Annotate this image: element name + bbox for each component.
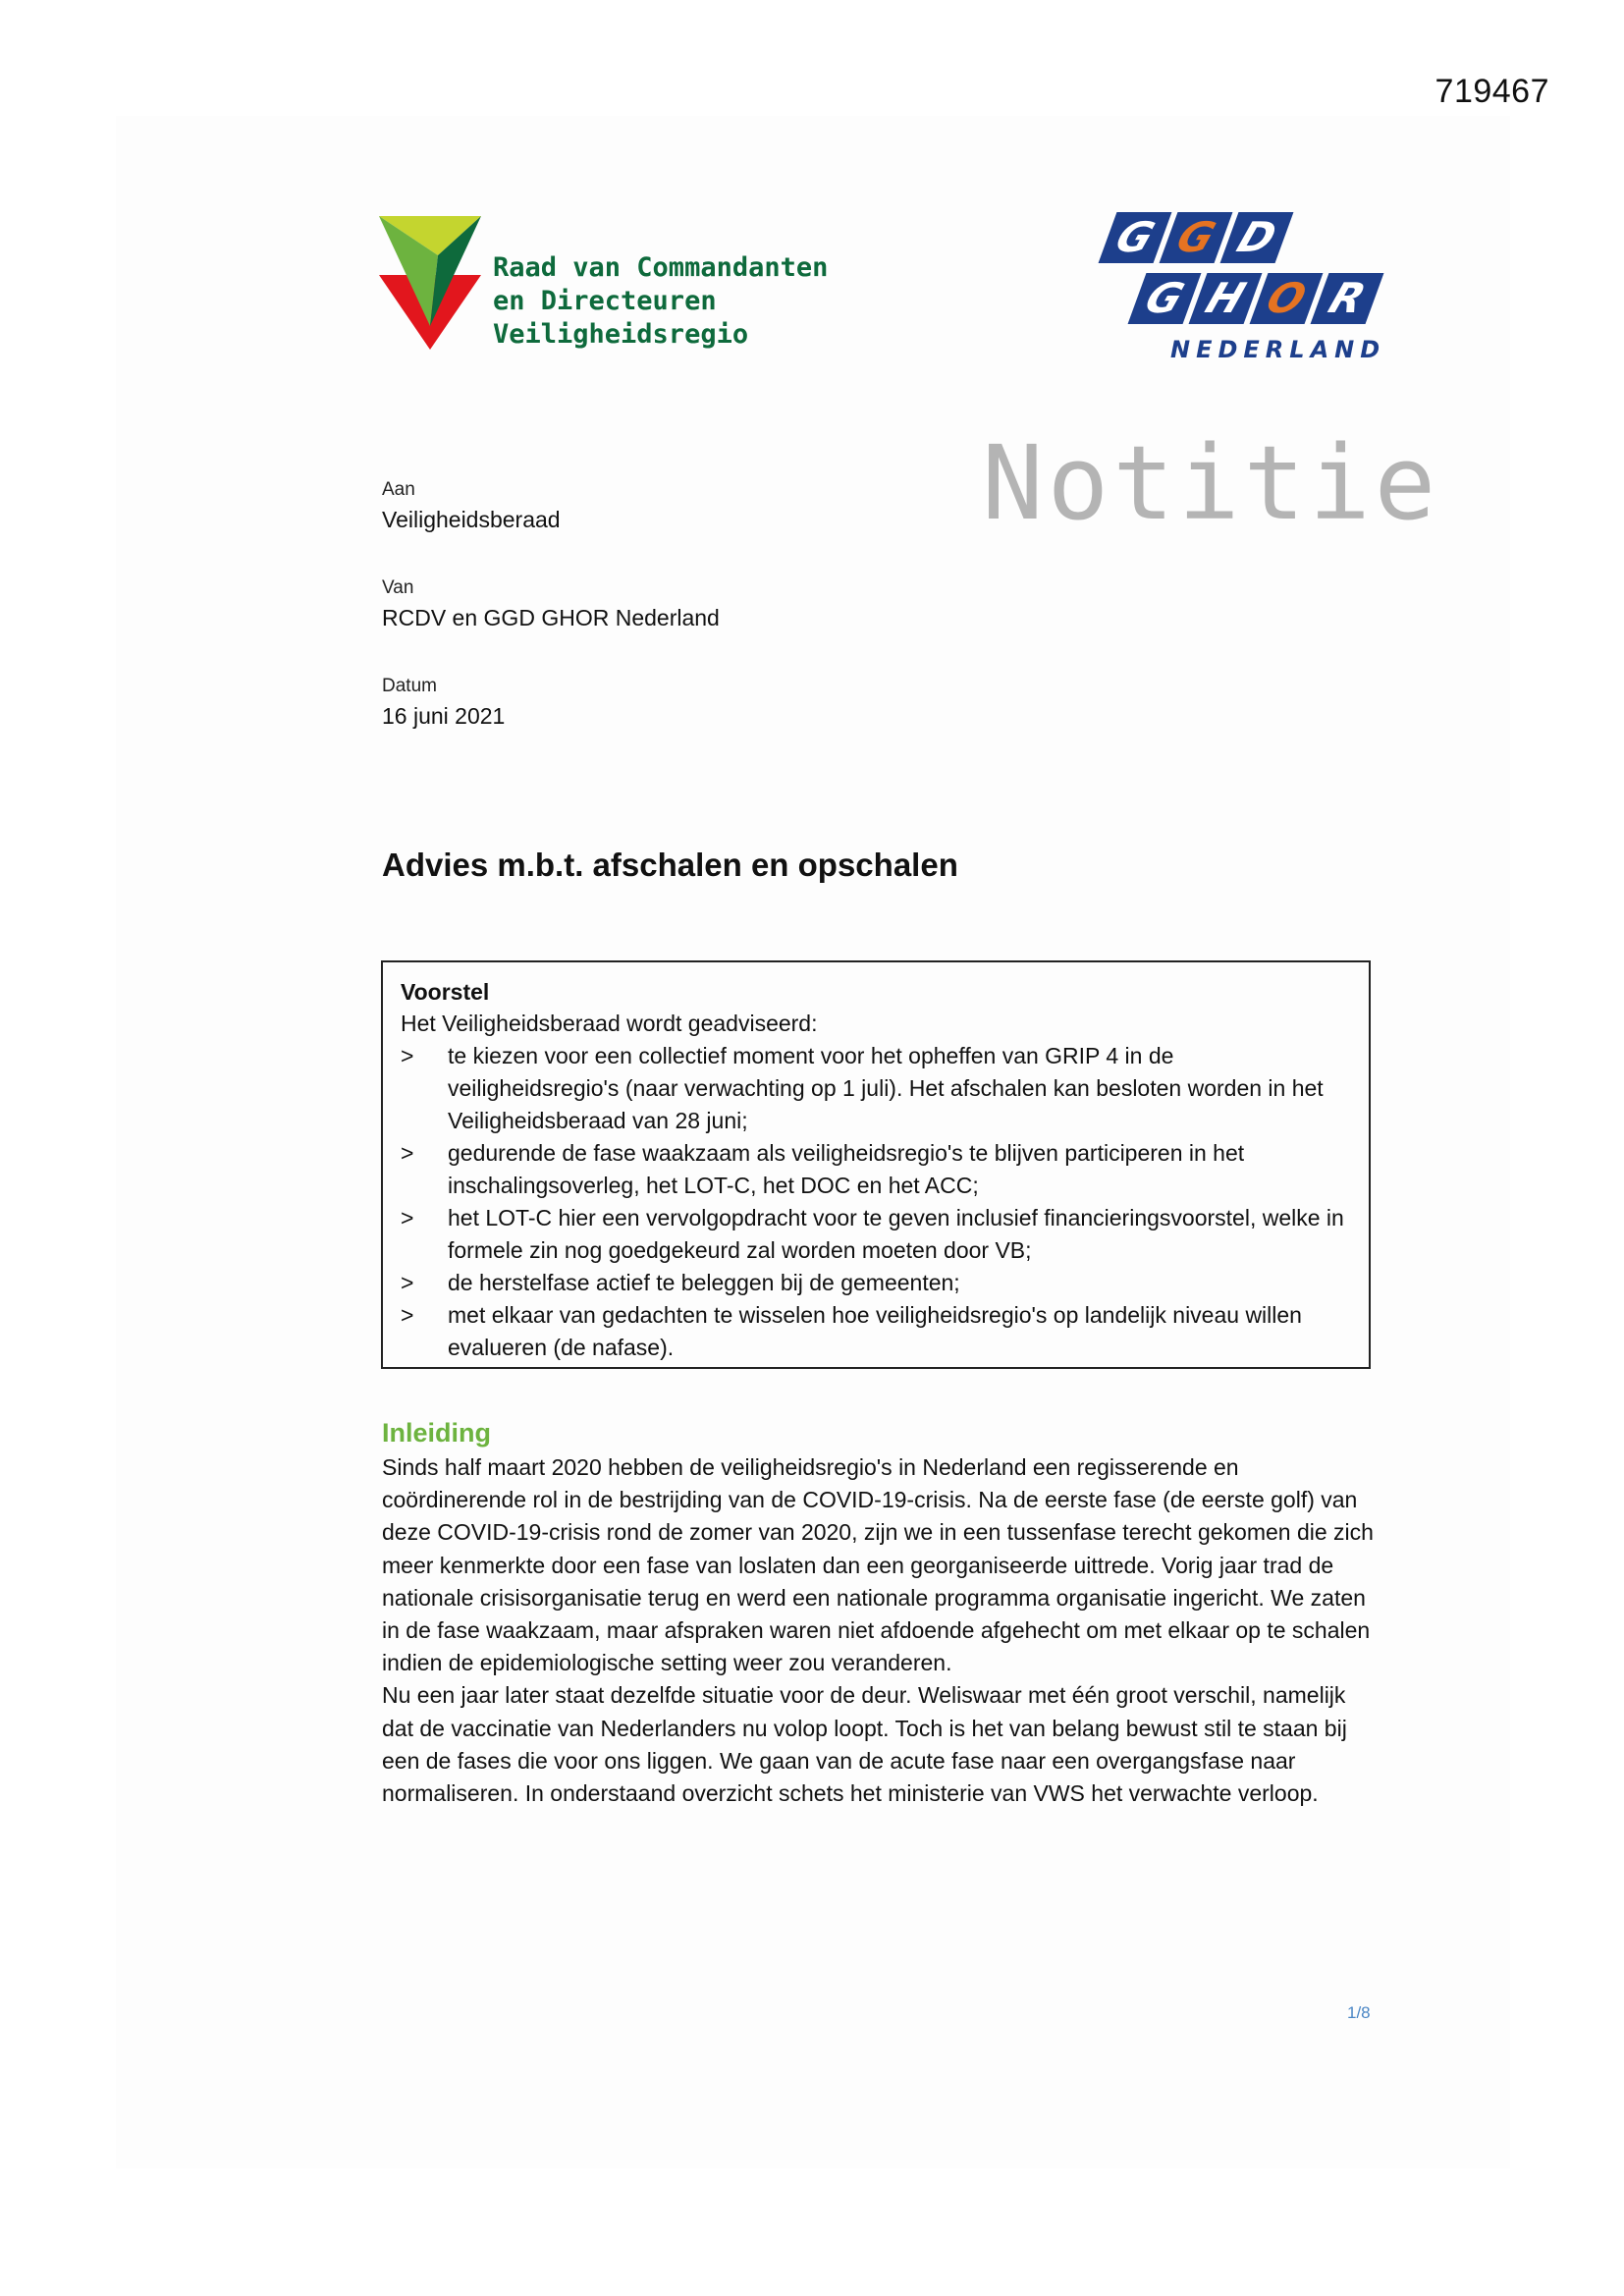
list-item: > het LOT-C hier een vervolgopdracht voor te geven inclusief financieringsvoorstel, welke in formele zin nog goedgekeurd zal worden moeten door VB; [401,1202,1351,1267]
doc-type-heading: Notitie [982,423,1440,543]
section-heading-inleiding: Inleiding [382,1418,491,1448]
inleiding-body [382,1451,1374,1810]
ggd-nederland-tagline: NEDERLAND [1170,336,1386,363]
bullet-marker-icon: > [401,1140,414,1166]
page-number: 1/8 [1347,2003,1371,2022]
list-item: > gedurende de fase waakzaam als veiligheidsregio's te blijven participeren in het inschalingsoverleg, het LOT-C, het DOC en het ACC; [401,1137,1351,1202]
ggd-ghor-logo [1100,212,1394,369]
document-number: 719467 [1435,73,1549,110]
rcdv-logo [379,214,831,361]
list-item: > met elkaar van gedachten te wisselen hoe veiligheidsregio's op landelijk niveau willen evalueren (de nafase). [401,1299,1351,1364]
meta-label: Datum [382,676,437,696]
voorstel-box [381,960,1371,1369]
list-item: > de herstelfase actief te beleggen bij de gemeenten; [401,1267,1351,1299]
meta-aan [382,477,561,536]
voorstel-heading: Voorstel [401,979,490,1005]
bullet-marker-icon: > [401,1302,414,1328]
meta-van [382,575,720,634]
list-item: > te kiezen voor een collectief moment voor het opheffen van GRIP 4 in de veiligheidsregio's (naar verwachting op 1 juli). Het afschalen kan besloten worden in het Veiligheidsberaad van 28 juni; [401,1040,1351,1137]
bullet-marker-icon: > [401,1205,414,1230]
paragraph: Sinds half maart 2020 hebben de veiligheidsregio's in Nederland een regisserende en coördinerende rol in de bestrijding van de COVID-19-crisis. Na de eerste fase (de eerste golf) van deze COVID-19-crisis rond de zomer van 2020, zijn we in een tussenfase terecht gekomen die zich meer kenmerkte door een fase van loslaten dan een georganiseerde uittrede. Vorig jaar trad de nationale crisisorganisatie terug en werd een nationale programma organisatie ingericht. We zaten in de fase waakzaam, maar afspraken waren niet afdoende afgehecht om met elkaar op te schalen indien de epidemiologische setting weer zou veranderen. [382,1454,1374,1676]
ggd-row: G G D [1108,212,1290,263]
rcdv-logo-text: Raad van Commandanten en Directeuren Veiligheidsregio [493,252,829,350]
bullet-marker-icon: > [401,1270,414,1295]
document-title: Advies m.b.t. afschalen en opschalen [382,847,958,883]
meta-label: Van [382,577,414,598]
meta-label: Aan [382,479,415,500]
meta-datum [382,674,505,733]
rcdv-triangle-icon [379,216,481,350]
meta-value: Veiligheidsberaad [382,507,561,532]
paragraph: Nu een jaar later staat dezelfde situatie voor de deur. Weliswaar met één groot verschil, namelijk dat de vaccinatie van Nederlanders nu volop loopt. Toch is het van belang bewust stil te staan bij een de fases die voor ons liggen. We gaan van de acute fase naar een overgangsfase naar normaliseren. In onderstaand overzicht schets het ministerie van VWS het verwachte verloop. [382,1682,1347,1807]
bullet-marker-icon: > [401,1043,414,1068]
voorstel-intro: Het Veiligheidsberaad wordt geadviseerd: [401,1011,818,1036]
meta-value: 16 juni 2021 [382,703,506,729]
meta-value: RCDV en GGD GHOR Nederland [382,605,720,630]
ghor-row: G H O R [1137,273,1380,324]
